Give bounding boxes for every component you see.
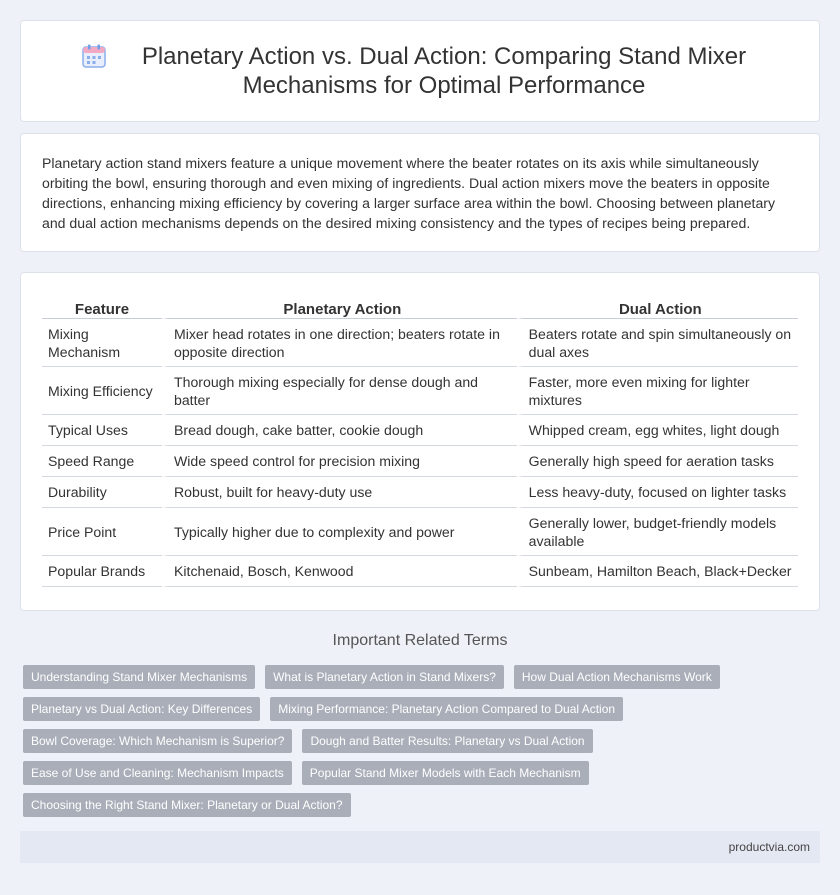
intro-paragraph: Planetary action stand mixers feature a unique movement where the beater rotates on its axis while simultaneously orbiting the bowl, ensuring thorough and even mixing of ingredients. Dual action mixers move the beaters in opposite directions, enhancing mixing efficiency by covering a larger surface area within the bowl. Choosing between planetary and dual action mechanisms depends on the desired mixing consistency and the types of recipes being prepared. xyxy=(42,155,776,231)
planetary-cell: Thorough mixing especially for dense dough and batter xyxy=(162,367,517,415)
feature-cell: Durability xyxy=(42,477,162,508)
title-card xyxy=(20,20,820,122)
footer-site-link[interactable]: productvia.com xyxy=(728,840,810,854)
feature-cell: Popular Brands xyxy=(42,556,162,587)
header-feature: Feature xyxy=(42,296,162,319)
dual-cell: Sunbeam, Hamilton Beach, Black+Decker xyxy=(517,556,798,587)
comparison-table xyxy=(42,296,798,587)
table-header-row xyxy=(42,296,798,319)
calendar-icon xyxy=(81,43,107,69)
feature-cell: Mixing Mechanism xyxy=(42,319,162,367)
related-terms-heading: Important Related Terms xyxy=(332,632,508,649)
footer xyxy=(20,831,820,863)
dual-cell: Faster, more even mixing for lighter mixtures xyxy=(517,367,798,415)
dual-cell: Whipped cream, egg whites, light dough xyxy=(517,415,798,446)
related-term-link[interactable]: What is Planetary Action in Stand Mixers? xyxy=(265,665,504,689)
table-row xyxy=(42,508,798,556)
table-row xyxy=(42,556,798,587)
related-term-link[interactable]: Mixing Performance: Planetary Action Compared to Dual Action xyxy=(270,697,623,721)
table-row xyxy=(42,415,798,446)
planetary-cell: Mixer head rotates in one direction; beaters rotate in opposite direction xyxy=(162,319,517,367)
dual-cell: Generally high speed for aeration tasks xyxy=(517,446,798,477)
header-planetary: Planetary Action xyxy=(162,296,517,319)
dual-cell: Generally lower, budget-friendly models available xyxy=(517,508,798,556)
feature-cell: Speed Range xyxy=(42,446,162,477)
intro-card xyxy=(20,133,820,252)
related-term-link[interactable]: Bowl Coverage: Which Mechanism is Superior? xyxy=(23,729,292,753)
table-row xyxy=(42,367,798,415)
related-term-link[interactable]: How Dual Action Mechanisms Work xyxy=(514,665,720,689)
related-terms-list xyxy=(23,665,803,825)
dual-cell: Less heavy-duty, focused on lighter tasks xyxy=(517,477,798,508)
header-dual: Dual Action xyxy=(517,296,798,319)
planetary-cell: Bread dough, cake batter, cookie dough xyxy=(162,415,517,446)
page-title: Planetary Action vs. Dual Action: Comparing Stand Mixer Mechanisms for Optimal Performance xyxy=(141,43,747,99)
planetary-cell: Typically higher due to complexity and power xyxy=(162,508,517,556)
dual-cell: Beaters rotate and spin simultaneously on dual axes xyxy=(517,319,798,367)
related-term-link[interactable]: Choosing the Right Stand Mixer: Planetary or Dual Action? xyxy=(23,793,351,817)
feature-cell: Mixing Efficiency xyxy=(42,367,162,415)
related-term-link[interactable]: Understanding Stand Mixer Mechanisms xyxy=(23,665,255,689)
table-row xyxy=(42,319,798,367)
planetary-cell: Kitchenaid, Bosch, Kenwood xyxy=(162,556,517,587)
planetary-cell: Robust, built for heavy-duty use xyxy=(162,477,517,508)
comparison-card xyxy=(20,272,820,611)
related-term-link[interactable]: Ease of Use and Cleaning: Mechanism Impacts xyxy=(23,761,292,785)
feature-cell: Typical Uses xyxy=(42,415,162,446)
related-term-link[interactable]: Popular Stand Mixer Models with Each Mechanism xyxy=(302,761,589,785)
table-row xyxy=(42,477,798,508)
table-row xyxy=(42,446,798,477)
related-term-link[interactable]: Dough and Batter Results: Planetary vs Dual Action xyxy=(302,729,592,753)
feature-cell: Price Point xyxy=(42,508,162,556)
related-term-link[interactable]: Planetary vs Dual Action: Key Differences xyxy=(23,697,260,721)
planetary-cell: Wide speed control for precision mixing xyxy=(162,446,517,477)
